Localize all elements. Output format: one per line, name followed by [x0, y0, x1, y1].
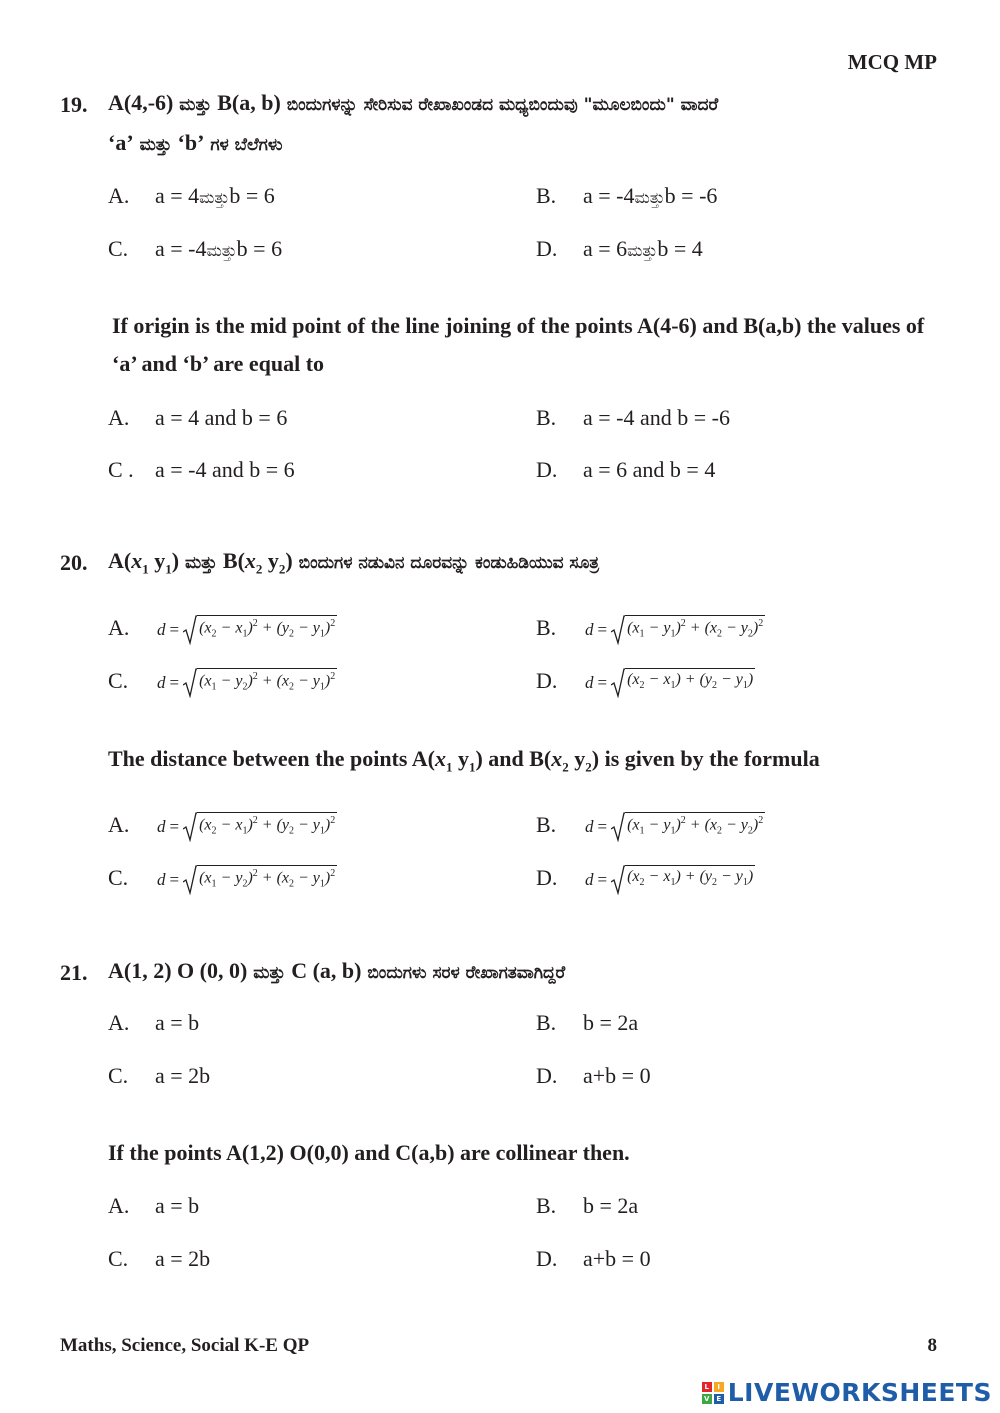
option-text: a+b = 0: [583, 1246, 651, 1271]
question-20-kannada: $A(x_1$ $y_1$) ಮತ್ತು $B(x_2$ $y_2$) ಬಿಂದುಗಳ ನಡುವಿನ ದೂರವನ್ನು ಕಂಡುಹಿಡಿಯುವ ಸೂತ್ರ: [108, 548, 600, 577]
option-conj: ಮತ್ತು: [634, 188, 665, 207]
option-label: B.: [536, 812, 557, 837]
option-text: b = 6: [236, 236, 283, 261]
q19-point-a: A(4,-6): [108, 90, 174, 115]
option-label: A.: [108, 615, 130, 640]
option-label: A.: [108, 1193, 130, 1218]
option-label: C.: [108, 236, 129, 261]
option-text: b = 2a: [583, 1010, 639, 1035]
q19-en-option-a[interactable]: [108, 405, 287, 431]
q21-kn-option-b[interactable]: [536, 1010, 638, 1036]
option-label: A.: [108, 183, 130, 208]
option-label: C.: [108, 865, 129, 890]
q19-point-b: B(a, b): [217, 90, 281, 115]
q19-kn-line2: ಗಳ ಬೆಲೆಗಳು: [204, 135, 283, 155]
option-text: b = 2a: [583, 1193, 639, 1218]
option-label: C.: [108, 1246, 129, 1271]
option-label: A.: [108, 1010, 130, 1035]
q21-kn-option-c[interactable]: [108, 1063, 210, 1089]
option-label: C.: [108, 668, 129, 693]
option-conj: ಮತ್ತು: [206, 241, 237, 260]
logo-cell: L: [702, 1382, 712, 1392]
question-21-kannada: [108, 952, 948, 992]
option-text: a = b: [155, 1010, 200, 1035]
option-label: B.: [536, 183, 557, 208]
option-label: C.: [108, 1063, 129, 1088]
option-label: A.: [108, 812, 130, 837]
option-text: a = 4: [155, 183, 200, 208]
option-text: a = 2b: [155, 1246, 211, 1271]
brand-name: LIVEWORKSHEETS: [727, 1378, 992, 1407]
option-label: B.: [536, 615, 557, 640]
option-conj: ಮತ್ತು: [199, 188, 230, 207]
q19-conj: ಮತ್ತು: [173, 95, 218, 115]
option-text: a = -4 and b = 6: [155, 457, 295, 482]
formula: d = $(x_1 - y_2)^2 + (x_2 - y_1)^2$: [157, 668, 337, 698]
option-label: A.: [108, 405, 130, 430]
q21-en-option-d[interactable]: [536, 1246, 651, 1272]
option-label: B.: [536, 1193, 557, 1218]
q21-kn-tail: ಬಿಂದುಗಳು ಸರಳ ರೇಖಾಗತವಾಗಿದ್ದರೆ: [361, 963, 566, 983]
q19-kn-option-b[interactable]: [536, 183, 717, 209]
footer-subject: Maths, Science, Social K-E QP: [60, 1335, 310, 1356]
q19-kn-option-d[interactable]: [536, 236, 703, 262]
q21-en-option-b[interactable]: [536, 1193, 638, 1219]
formula: d = $(x_1 - y_1)^2 + (x_2 - y_2)^2$: [585, 615, 765, 645]
option-label: D.: [536, 668, 558, 693]
formula: d = $(x_2 - x_1) + (y_2 - y_1)$: [585, 865, 755, 895]
option-conj: ಮತ್ತು: [627, 241, 658, 260]
option-text: b = 6: [229, 183, 275, 208]
question-number-20: 20.: [60, 550, 88, 575]
formula: d = $(x_1 - y_1)^2 + (x_2 - y_2)^2$: [585, 812, 765, 842]
option-label: D.: [536, 1246, 558, 1271]
question-19-english: If origin is the mid point of the line joining of the points A(4-6) and B(a,b) the values of ‘a’ and ‘b’ are equal to: [112, 313, 925, 376]
q21-point-c: C (a, b): [291, 958, 362, 983]
option-text: b = -6: [664, 183, 718, 208]
header-code: MCQ MP: [847, 50, 937, 74]
question-20-english: The distance between the points $A(x_1$ $y_1$) and $B(x_2$ $y_2$) is given by the formula: [108, 746, 820, 775]
liveworksheets-brand[interactable]: [702, 1378, 992, 1407]
option-label: B.: [536, 405, 557, 430]
formula: d = $(x_2 - x_1)^2 + (y_2 - y_1)^2$: [157, 615, 337, 645]
q20-en-option-c[interactable]: [108, 865, 337, 895]
option-label: D.: [536, 1063, 558, 1088]
option-label: C .: [108, 457, 134, 482]
option-label: D.: [536, 865, 558, 890]
q19-kn-option-a[interactable]: [108, 183, 275, 209]
question-21-english: If the points A(1,2) O(0,0) and C(a,b) are collinear then.: [108, 1140, 630, 1165]
q20-en-prefix: The distance between the points A(: [108, 746, 435, 771]
logo-cell: V: [702, 1394, 712, 1404]
option-label: D.: [536, 236, 558, 261]
option-label: D.: [536, 457, 558, 482]
option-text: a = 6 and b = 4: [583, 457, 716, 482]
q21-conj: ಮತ್ತು: [247, 963, 292, 983]
question-number-19: 19.: [60, 92, 88, 117]
q20-en-mid: and B(: [482, 746, 552, 771]
liveworksheets-logo-icon: [702, 1382, 724, 1404]
q19-en-option-d[interactable]: [536, 457, 715, 483]
q21-en-option-c[interactable]: [108, 1246, 210, 1272]
q20-kn-option-b[interactable]: [536, 615, 765, 645]
question-19-kannada: [108, 84, 948, 164]
option-text: a+b = 0: [583, 1063, 651, 1088]
q20-conj: ಮತ್ತು: [179, 553, 223, 573]
formula: d = $(x_2 - x_1)^2 + (y_2 - y_1)^2$: [157, 812, 337, 842]
question-number-21: 21.: [60, 960, 88, 985]
formula: d = $(x_2 - x_1) + (y_2 - y_1)$: [585, 668, 755, 698]
q19-kn-line1: ಬಿಂದುಗಳನ್ನು ಸೇರಿಸುವ ರೇಖಾಖಂಡದ ಮಧ್ಯಬಿಂದುವು "ಮೂಲಬಿಂದು" ವಾದರೆ: [280, 95, 719, 115]
option-text: a = 2b: [155, 1063, 211, 1088]
option-text: a = -4: [155, 236, 207, 261]
option-text: a = 6: [583, 236, 628, 261]
q20-en-suffix: is given by the formula: [599, 746, 820, 771]
page-number: 8: [927, 1335, 937, 1356]
option-text: a = b: [155, 1193, 200, 1218]
q19-a-quote: ‘a’: [108, 130, 134, 155]
q19-conj-2: ಮತ್ತು: [133, 135, 178, 155]
option-text: a = -4 and b = -6: [583, 405, 730, 430]
q19-en-option-b[interactable]: [536, 405, 730, 431]
q19-b-quote: ‘b’: [177, 130, 205, 155]
q20-kn-option-d[interactable]: [536, 668, 755, 698]
q20-en-option-d[interactable]: [536, 865, 755, 895]
q20-en-option-a[interactable]: [108, 812, 337, 842]
formula: d = $(x_1 - y_2)^2 + (x_2 - y_1)^2$: [157, 865, 337, 895]
q20-en-option-b[interactable]: [536, 812, 765, 842]
q21-points: A(1, 2) O (0, 0): [108, 958, 248, 983]
option-text: a = -4: [583, 183, 635, 208]
logo-cell: E: [714, 1394, 724, 1404]
q19-en-option-c[interactable]: [108, 457, 295, 483]
option-text: a = 4 and b = 6: [155, 405, 288, 430]
q19-kn-option-c[interactable]: [108, 236, 282, 262]
option-text: b = 4: [657, 236, 703, 261]
q20-kn-option-a[interactable]: [108, 615, 337, 645]
q21-kn-option-d[interactable]: [536, 1063, 651, 1089]
option-label: B.: [536, 1010, 557, 1035]
logo-cell: I: [714, 1382, 724, 1392]
q20-kn-option-c[interactable]: [108, 668, 337, 698]
q21-en-option-a[interactable]: [108, 1193, 199, 1219]
q21-kn-option-a[interactable]: [108, 1010, 199, 1036]
q20-kn-tail: ಬಿಂದುಗಳ ನಡುವಿನ ದೂರವನ್ನು ಕಂಡುಹಿಡಿಯುವ ಸೂತ್ರ: [292, 553, 600, 573]
